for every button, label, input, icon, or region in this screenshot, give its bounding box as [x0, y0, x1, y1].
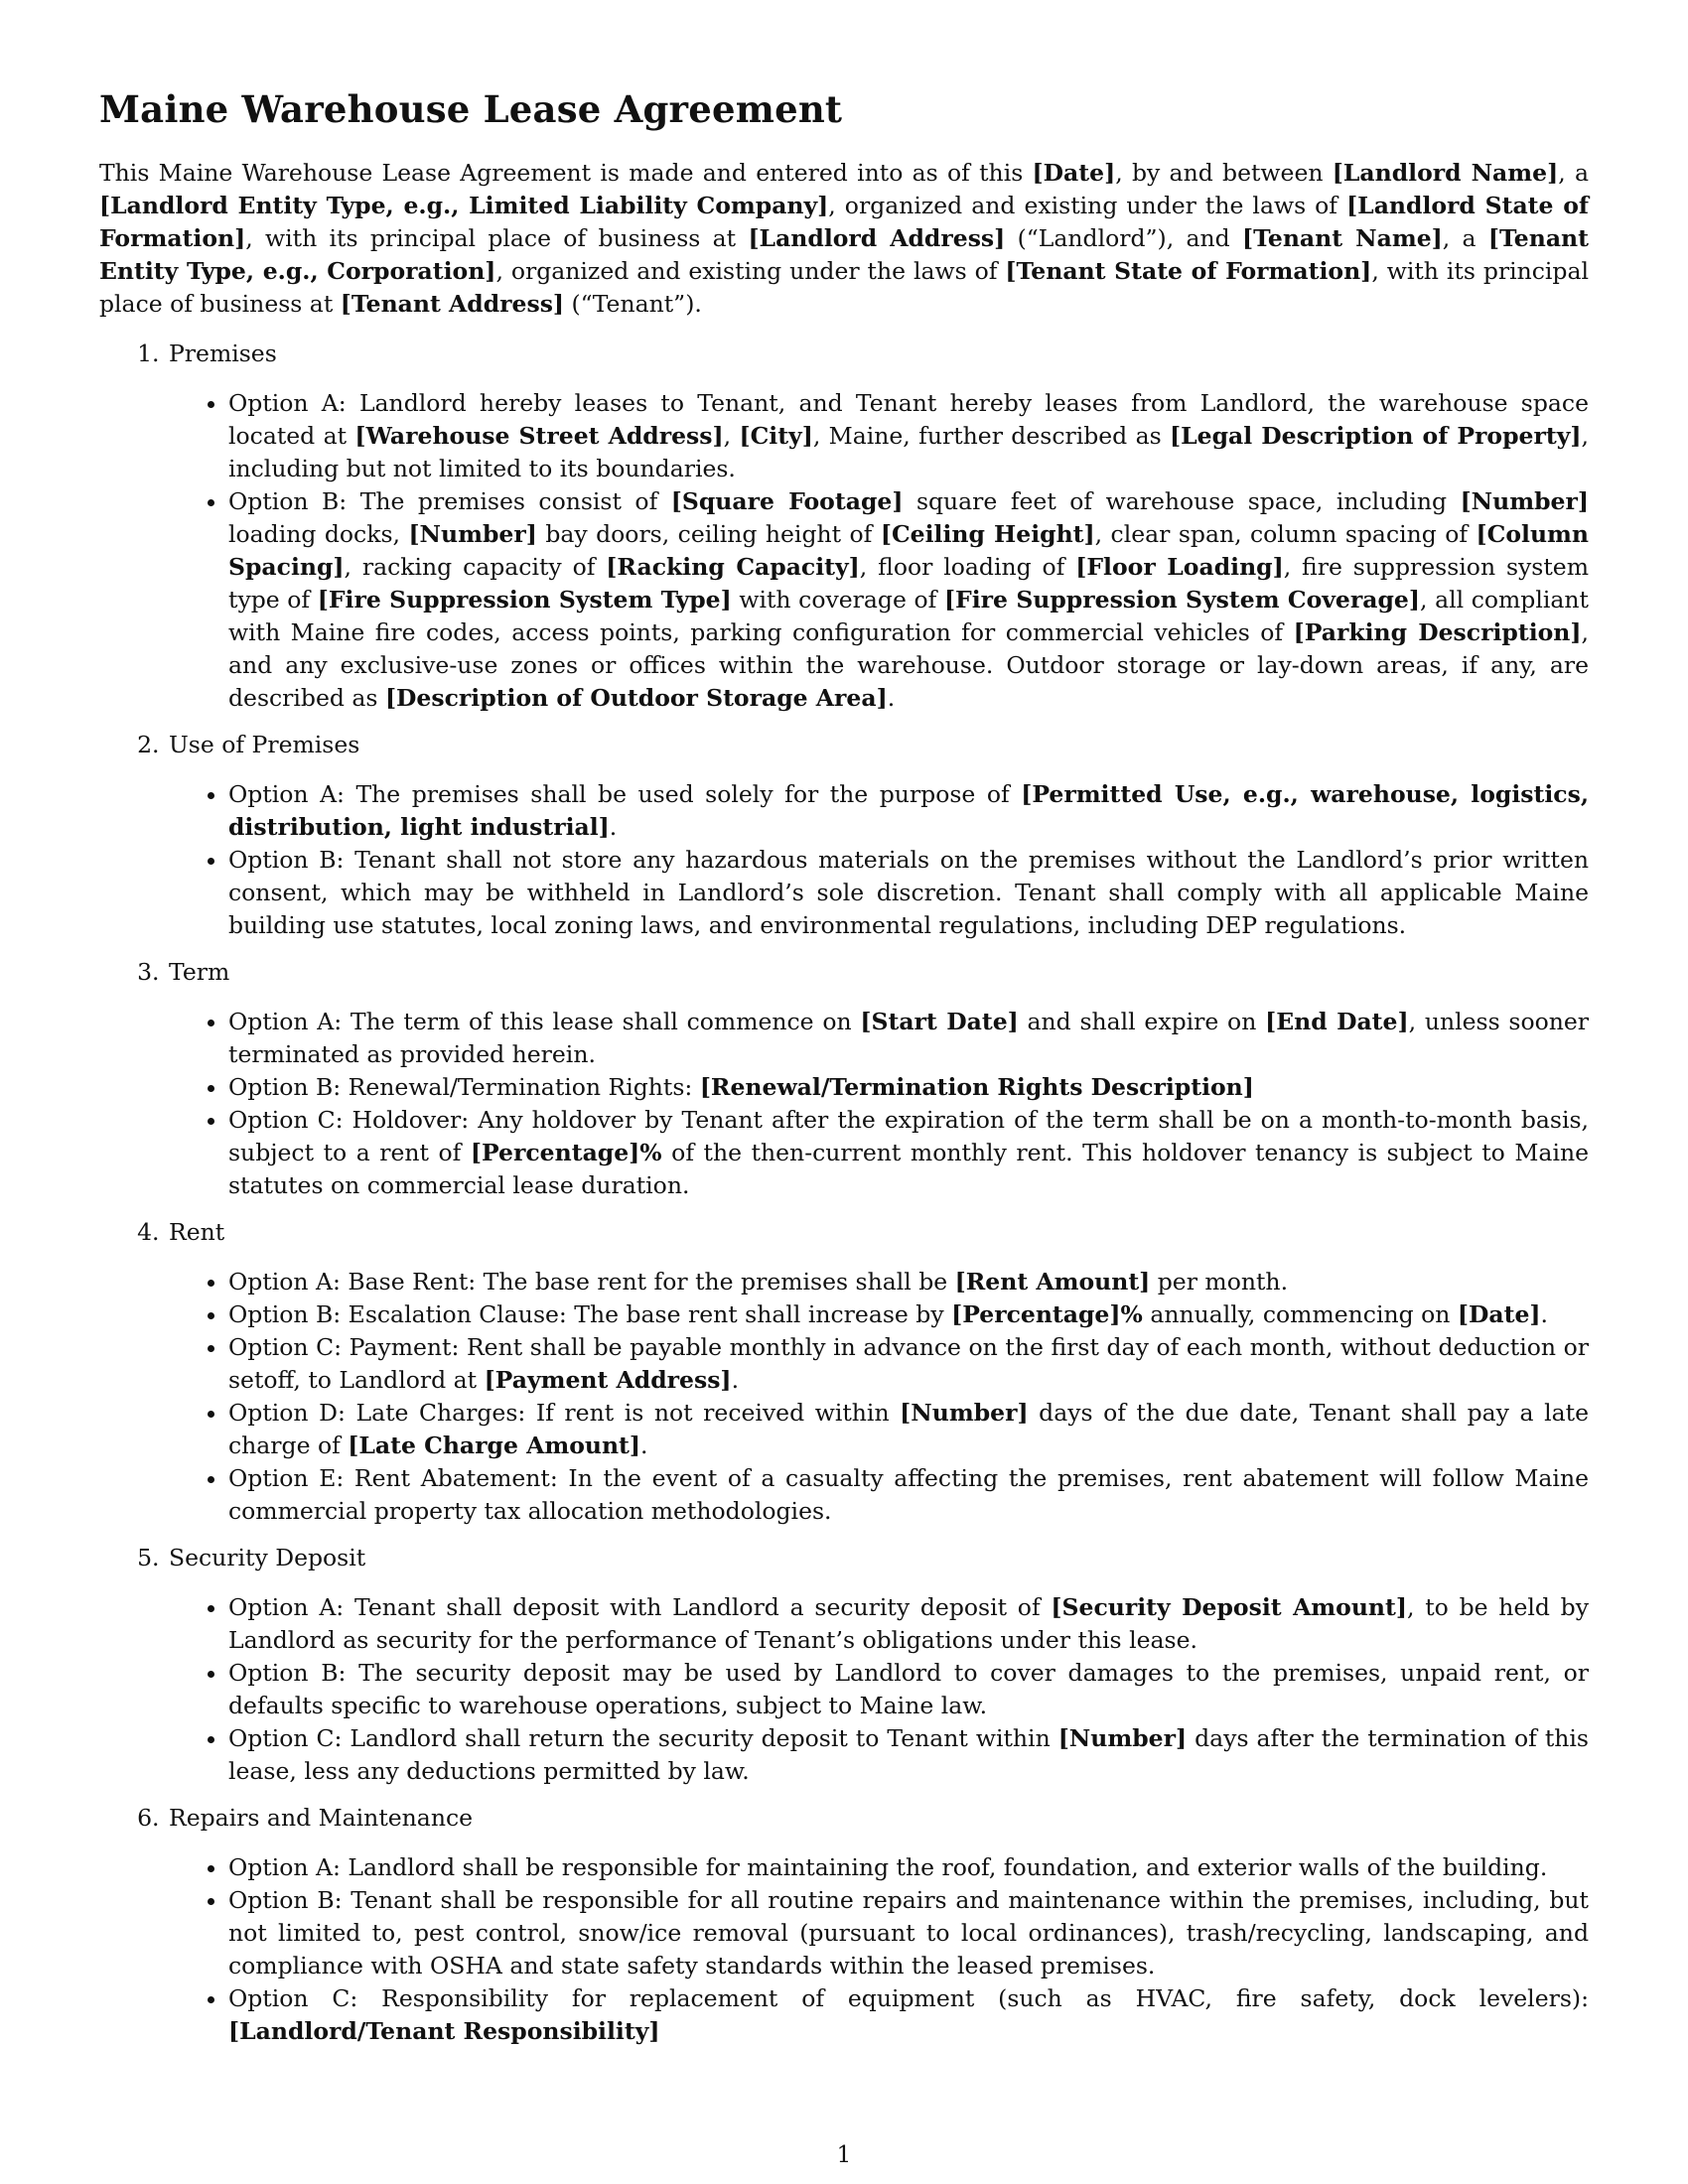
placeholder-field: [Permitted Use, e.g., warehouse, logistics, distribution, light industrial]	[228, 780, 1589, 841]
text-run: Option C: Payment: Rent shall be payable monthly in advance on the first day of each month, without deduction or setoff, to Landlord at	[228, 1333, 1589, 1394]
text-run: .	[609, 813, 618, 841]
option-item	[228, 778, 1589, 844]
placeholder-field: [End Date]	[1265, 1008, 1409, 1035]
placeholder-field: [Legal Description of Property]	[1170, 422, 1582, 450]
section-title: Security Deposit	[169, 1544, 366, 1571]
text-run: , a	[1558, 159, 1589, 187]
option-list	[169, 1851, 1589, 2048]
text-run: , Maine, further described as	[812, 422, 1171, 450]
text-run: Option C: Holdover: Any holdover by Tenant after the expiration of the term shall be on a month-to-month basis, subject to a rent of	[228, 1106, 1589, 1166]
option-list	[169, 778, 1589, 942]
document-title: Maine Warehouse Lease Agreement	[99, 87, 843, 131]
text-run: , floor loading of	[859, 553, 1076, 581]
text-run: Option E: Rent Abatement: In the event of a casualty affecting the premises, rent abatement will follow Maine commercial property tax allocation methodologies.	[228, 1464, 1589, 1525]
placeholder-field: [Payment Address]	[484, 1366, 732, 1394]
option-item	[228, 1104, 1589, 1202]
option-item	[228, 1298, 1589, 1331]
text-run: Option C: Responsibility for replacement of equipment (such as HVAC, fire safety, dock levelers):	[228, 1984, 1589, 2012]
text-run: , with its principal place of business at	[245, 224, 749, 252]
placeholder-field: [Column Spacing]	[228, 520, 1590, 581]
placeholder-field: [Renewal/Termination Rights Description]	[699, 1073, 1254, 1101]
placeholder-field: [Percentage]%	[951, 1300, 1143, 1328]
placeholder-field: [Security Deposit Amount]	[1051, 1593, 1407, 1621]
placeholder-field: [Tenant Address]	[340, 290, 565, 318]
text-run: , with its principal place of business at	[99, 257, 1589, 318]
text-run: per month.	[1150, 1268, 1289, 1296]
text-run: and shall expire on	[1018, 1008, 1266, 1035]
section-item	[167, 1216, 1589, 1528]
text-run: , a	[1442, 224, 1488, 252]
text-run: annually, commencing on	[1142, 1300, 1458, 1328]
section-item	[167, 1542, 1589, 1788]
text-run: , and any exclusive-use zones or offices within the warehouse. Outdoor storage or lay-down areas, if any, are described as	[228, 618, 1589, 712]
text-run: Option C: Landlord shall return the security deposit to Tenant within	[228, 1724, 1058, 1752]
text-run: Option A: The term of this lease shall commence on	[228, 1008, 861, 1035]
text-run: Option D: Late Charges: If rent is not received within	[228, 1399, 901, 1427]
placeholder-field: [Late Charge Amount]	[348, 1432, 641, 1459]
text-run: , racking capacity of	[344, 553, 607, 581]
placeholder-field: [Number]	[408, 520, 537, 548]
placeholder-field: [Parking Description]	[1293, 618, 1582, 646]
text-run: .	[887, 684, 896, 712]
option-item	[228, 1071, 1589, 1104]
option-item	[228, 1982, 1589, 2048]
text-run: bay doors, ceiling height of	[536, 520, 881, 548]
option-item	[228, 1657, 1589, 1722]
section-list	[99, 338, 1589, 2048]
placeholder-field: [Date]	[1457, 1300, 1541, 1328]
placeholder-field: [City]	[739, 422, 813, 450]
placeholder-field: [Landlord Name]	[1332, 159, 1559, 187]
section-item	[167, 729, 1589, 942]
text-run: , including but not limited to its boundaries.	[228, 422, 1589, 482]
section-title: Repairs and Maintenance	[169, 1804, 474, 1832]
placeholder-field: [Description of Outdoor Storage Area]	[384, 684, 888, 712]
section-title: Use of Premises	[169, 731, 360, 758]
text-run: Option A: Landlord hereby leases to Tenant, and Tenant hereby leases from Landlord, the warehouse space located at	[228, 389, 1589, 450]
placeholder-field: [Square Footage]	[670, 487, 904, 515]
section-title: Rent	[169, 1218, 225, 1246]
placeholder-field: [Floor Loading]	[1075, 553, 1284, 581]
placeholder-field: [Percentage]%	[470, 1139, 662, 1166]
placeholder-field: [Number]	[900, 1399, 1029, 1427]
text-run: Option B: Escalation Clause: The base rent shall increase by	[228, 1300, 952, 1328]
text-run: (“Tenant”).	[564, 290, 702, 318]
text-run: .	[1540, 1300, 1549, 1328]
document-page	[99, 87, 1589, 2062]
option-item	[228, 387, 1589, 485]
text-run: This Maine Warehouse Lease Agreement is made and entered into as of this	[99, 159, 1033, 187]
text-run: , clear span, column spacing of	[1094, 520, 1477, 548]
placeholder-field: [Landlord Entity Type, e.g., Limited Liability Company]	[99, 192, 829, 219]
text-run: .	[731, 1366, 740, 1394]
text-run: loading docks,	[228, 520, 409, 548]
placeholder-field: [Tenant Name]	[1241, 224, 1443, 252]
text-run: of the then-current monthly rent. This holdover tenancy is subject to Maine statutes on commercial lease duration.	[228, 1139, 1589, 1199]
option-list	[169, 1591, 1589, 1788]
text-run: Option A: The premises shall be used solely for the purpose of	[228, 780, 1022, 808]
option-item	[228, 1397, 1589, 1462]
option-list	[169, 387, 1589, 715]
option-item	[228, 1851, 1589, 1884]
option-item	[228, 485, 1589, 715]
placeholder-field: [Landlord/Tenant Responsibility]	[228, 2017, 660, 2045]
placeholder-field: [Number]	[1057, 1724, 1188, 1752]
placeholder-field: [Fire Suppression System Type]	[317, 586, 732, 614]
text-run: Option B: The security deposit may be used by Landlord to cover damages to the premises, unpaid rent, or defaults specific to warehouse operations, subject to Maine law.	[228, 1659, 1589, 1719]
option-list	[169, 1266, 1589, 1528]
page-number: 1	[836, 2142, 852, 2168]
text-run: , all compliant with Maine fire codes, access points, parking configuration for commercial vehicles of	[228, 586, 1589, 646]
option-item	[228, 1884, 1589, 1982]
placeholder-field: [Warehouse Street Address]	[354, 422, 724, 450]
text-run: with coverage of	[731, 586, 944, 614]
text-run: Option B: Tenant shall not store any hazardous materials on the premises without the Landlord’s prior written consent, which may be withheld in Landlord’s sole discretion. Tenant shall comply with all applicable Maine building use statutes, local zoning laws, and environmental regulations, including DEP regulations.	[228, 846, 1589, 939]
section-item	[167, 338, 1589, 715]
text-run: , fire suppression system type of	[228, 553, 1589, 614]
option-list	[169, 1006, 1589, 1202]
text-run: , organized and existing under the laws of	[495, 257, 1006, 285]
placeholder-field: [Date]	[1032, 159, 1116, 187]
placeholder-field: [Landlord Address]	[748, 224, 1006, 252]
text-run: Option A: Landlord shall be responsible for maintaining the roof, foundation, and exterior walls of the building.	[228, 1853, 1548, 1881]
text-run: .	[640, 1432, 648, 1459]
placeholder-field: [Ceiling Height]	[880, 520, 1095, 548]
text-run: Option B: Tenant shall be responsible for all routine repairs and maintenance within the premises, including, but not limited to, pest control, snow/ice removal (pursuant to local ordinances), trash/recycling, landscaping, and compliance with OSHA and state safety standards within the leased premises.	[228, 1886, 1589, 1979]
text-run: (“Landlord”), and	[1005, 224, 1242, 252]
option-item	[228, 1331, 1589, 1397]
text-run: , to be held by Landlord as security for the performance of Tenant’s obligations under this lease.	[228, 1593, 1589, 1654]
placeholder-field: [Rent Amount]	[954, 1268, 1151, 1296]
placeholder-field: [Racking Capacity]	[606, 553, 860, 581]
text-run: , by and between	[1115, 159, 1333, 187]
option-item	[228, 1722, 1589, 1788]
option-item	[228, 1266, 1589, 1298]
placeholder-field: [Tenant Entity Type, e.g., Corporation]	[99, 224, 1589, 285]
text-run: , unless sooner terminated as provided herein.	[228, 1008, 1590, 1068]
section-item	[167, 1802, 1589, 2048]
section-item	[167, 956, 1589, 1202]
option-item	[228, 1006, 1589, 1071]
text-run: days after the termination of this lease, less any deductions permitted by law.	[228, 1724, 1589, 1785]
intro-paragraph	[99, 157, 1589, 321]
option-item	[228, 1591, 1589, 1657]
placeholder-field: [Fire Suppression System Coverage]	[943, 586, 1420, 614]
placeholder-field: [Number]	[1460, 487, 1589, 515]
section-title: Term	[169, 958, 230, 986]
text-run: Option A: Tenant shall deposit with Landlord a security deposit of	[228, 1593, 1052, 1621]
placeholder-field: [Start Date]	[860, 1008, 1019, 1035]
text-run: Option A: Base Rent: The base rent for the premises shall be	[228, 1268, 955, 1296]
text-run: Option B: Renewal/Termination Rights:	[228, 1073, 700, 1101]
section-title: Premises	[169, 340, 277, 367]
option-item	[228, 844, 1589, 942]
option-item	[228, 1462, 1589, 1528]
placeholder-field: [Landlord State of Formation]	[99, 192, 1590, 252]
text-run: ,	[723, 422, 740, 450]
text-run: days of the due date, Tenant shall pay a late charge of	[228, 1399, 1589, 1459]
text-run: square feet of warehouse space, including	[903, 487, 1461, 515]
placeholder-field: [Tenant State of Formation]	[1005, 257, 1372, 285]
text-run: , organized and existing under the laws of	[828, 192, 1347, 219]
text-run: Option B: The premises consist of	[228, 487, 671, 515]
